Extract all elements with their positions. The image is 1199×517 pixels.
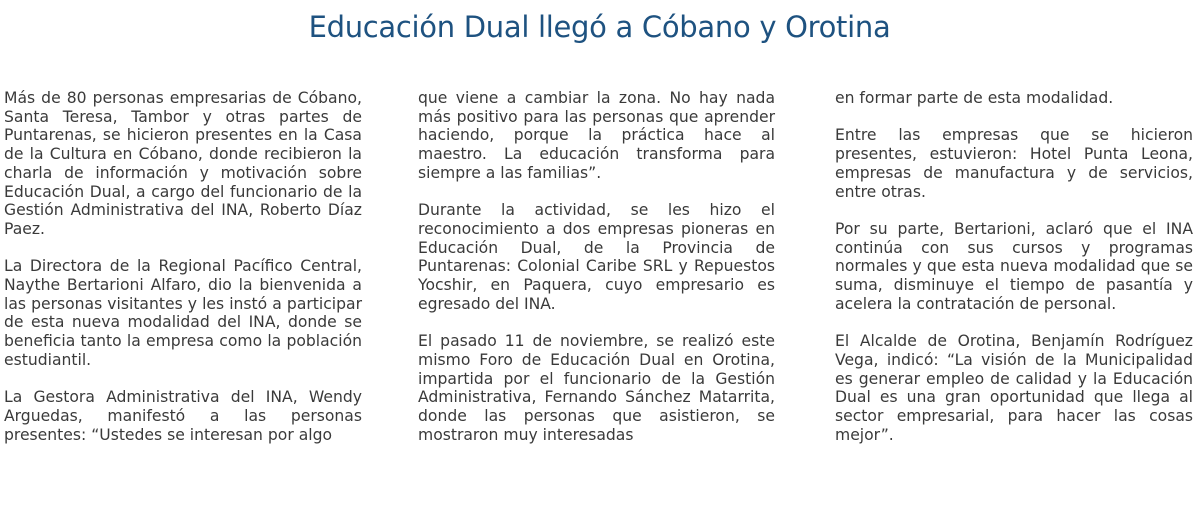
- paragraph: La Directora de la Regional Pacífico Central, Naythe Bertarioni Alfaro, dio la bienvenida a las personas visitantes y les instó a participar de esta nueva modalidad del INA, donde se beneficia tanto la empresa como la población estudiantil.: [4, 257, 362, 369]
- paragraph: Por su parte, Bertarioni, aclaró que el INA continúa con sus cursos y programas normales y que esta nueva modalidad que se suma, disminuye el tiempo de pasantía y acelera la contratación de personal.: [835, 219, 1193, 313]
- paragraph: El pasado 11 de noviembre, se realizó este mismo Foro de Educación Dual en Orotina, impartida por el funcionario de la Gestión Administrativa, Fernando Sánchez Matarrita, donde las personas que asistieron, se mostraron muy interesadas: [418, 332, 775, 444]
- paragraph: en formar parte de esta modalidad.: [835, 89, 1114, 107]
- paragraph: que viene a cambiar la zona. No hay nada más positivo para las personas que aprender haciendo, porque la práctica hace al maestro. La educación transforma para siempre a las familias”.: [418, 89, 775, 182]
- paragraph: Entre las empresas que se hicieron presentes, estuvieron: Hotel Punta Leona, empresas de manufactura y de servicios, entre otras.: [835, 126, 1193, 201]
- article-column-1: [4, 89, 362, 444]
- article-column-2: [418, 89, 775, 444]
- paragraph: Durante la actividad, se les hizo el reconocimiento a dos empresas pioneras en Educación Dual, de la Provincia de Puntarenas: Colonial Caribe SRL y Repuestos Yocshir, en Paquera, cuyo empresario es egresado del INA.: [418, 201, 775, 313]
- paragraph: La Gestora Administrativa del INA, Wendy Arguedas, manifestó a las personas presentes: “Ustedes se interesan por algo: [4, 388, 362, 444]
- paragraph: El Alcalde de Orotina, Benjamín Rodríguez Vega, indicó: “La visión de la Municipalidad es generar empleo de calidad y la Educación Dual es una gran oportunidad que llega al sector empresarial, para hacer las cosas mejor”.: [835, 332, 1193, 444]
- paragraph: Más de 80 personas empresarias de Cóbano, Santa Teresa, Tambor y otras partes de Puntarenas, se hicieron presentes en la Casa de la Cultura en Cóbano, donde recibieron la charla de información y motivación sobre Educación Dual, a cargo del funcionario de la Gestión Administrativa del INA, Roberto Díaz Paez.: [4, 89, 362, 238]
- article-column-3: [835, 89, 1193, 444]
- article-title: Educación Dual llegó a Cóbano y Orotina: [308, 10, 891, 44]
